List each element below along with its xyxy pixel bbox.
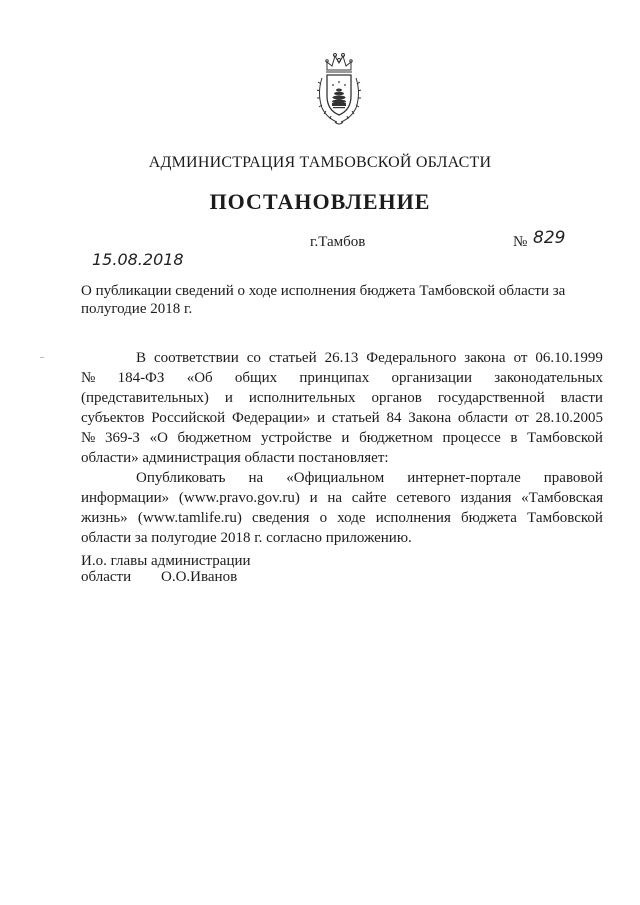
body-word: «Тамбовская — [521, 490, 603, 506]
body-word: в — [510, 430, 518, 446]
body-word: 84 — [386, 410, 402, 426]
body-word: «Об — [186, 370, 213, 386]
body-word: № — [81, 370, 96, 386]
body-word: бюджетном — [177, 430, 252, 446]
body-word: субъектов — [81, 410, 145, 426]
body-word: законодательных — [494, 370, 603, 386]
body-word: области — [457, 410, 509, 426]
body-word: Тамбовской — [527, 510, 603, 526]
body-word: о — [319, 510, 328, 526]
body-word: и — [224, 390, 233, 406]
body-line — [81, 348, 603, 368]
body-line — [81, 368, 603, 388]
body-word: (www.pravo.gov.ru) — [178, 490, 300, 506]
body-word: закона — [464, 350, 506, 366]
document-city: г.Тамбов — [310, 234, 366, 250]
body-word: со — [246, 350, 261, 366]
body-line — [81, 388, 603, 408]
document-number-sign: № — [513, 234, 528, 250]
signatory-name: О.О.Иванов — [161, 569, 238, 585]
body-word: ходе — [337, 510, 366, 526]
body-word: организации — [391, 370, 472, 386]
body-word: государственной — [437, 390, 545, 406]
body-word: сведения — [252, 510, 310, 526]
body-word: «О — [149, 430, 168, 446]
body-word: от — [513, 350, 528, 366]
body-line — [81, 508, 603, 528]
signatory-position: И.о. главы администрации — [81, 553, 251, 569]
coat-of-arms-emblem — [313, 48, 365, 128]
body-word: 369-З — [104, 430, 140, 446]
body-word: (www.tamlife.ru) — [137, 510, 242, 526]
body-line — [81, 468, 603, 488]
body-word: жизнь» — [81, 510, 128, 526]
body-word: бюджета — [461, 510, 517, 526]
body-word: власти — [560, 390, 603, 406]
body-word: на — [248, 470, 264, 486]
body-word: от — [514, 410, 529, 426]
body-word: на — [327, 490, 343, 506]
body-line — [81, 488, 603, 508]
body-word: Российской — [151, 410, 226, 426]
body-word: и — [341, 430, 350, 446]
body-word: бюджетном — [359, 430, 433, 446]
body-word: Закона — [408, 410, 452, 426]
body-line: области» администрация области постановляет: — [81, 450, 389, 466]
signatory-position-cont: области — [81, 569, 132, 585]
body-line: области за полугодие 2018 г. согласно приложению. — [81, 530, 412, 546]
body-word: правовой — [543, 470, 603, 486]
body-word: исполнительных — [248, 390, 356, 406]
body-word: процессе — [442, 430, 501, 446]
body-word: 26.13 — [324, 350, 359, 366]
body-word: (представительных) — [81, 390, 209, 406]
document-date: 15.08.2018 — [92, 250, 184, 269]
body-line — [81, 428, 603, 448]
document-type-title: ПОСТАНОВЛЕНИЕ — [209, 189, 431, 214]
body-word: В — [136, 350, 147, 366]
body-word: органов — [371, 390, 422, 406]
body-line — [81, 408, 603, 428]
margin-mark — [40, 357, 44, 358]
body-word: и — [317, 410, 326, 426]
body-word: статьей — [268, 350, 317, 366]
document-subject: О публикации сведений о ходе исполнения бюджета Тамбовской области за полугодие 2018 г. — [81, 283, 566, 317]
body-word: сетевого — [396, 490, 451, 506]
body-word: 28.10.2005 — [535, 410, 603, 426]
body-word: 06.10.1999 — [535, 350, 603, 366]
body-word: принципах — [299, 370, 370, 386]
body-word: статьей — [331, 410, 380, 426]
body-word: издания — [460, 490, 512, 506]
document-number: 829 — [533, 228, 566, 248]
body-word: информации» — [81, 490, 170, 506]
body-word: интернет-портале — [407, 470, 521, 486]
body-word: устройстве — [261, 430, 332, 446]
body-word: Опубликовать — [136, 470, 226, 486]
body-word: № — [81, 430, 96, 446]
body-word: «Официальном — [286, 470, 385, 486]
body-word: Федерации» — [231, 410, 311, 426]
body-word: и — [309, 490, 318, 506]
body-word: сайте — [351, 490, 387, 506]
body-word: общих — [234, 370, 278, 386]
body-word: 184-ФЗ — [117, 370, 165, 386]
body-word: Тамбовской — [527, 430, 603, 446]
body-word: Федерального — [366, 350, 457, 366]
body-word: соответствии — [153, 350, 239, 366]
body-word: исполнения — [375, 510, 451, 526]
organization-header: АДМИНИСТРАЦИЯ ТАМБОВСКОЙ ОБЛАСТИ — [148, 154, 492, 171]
